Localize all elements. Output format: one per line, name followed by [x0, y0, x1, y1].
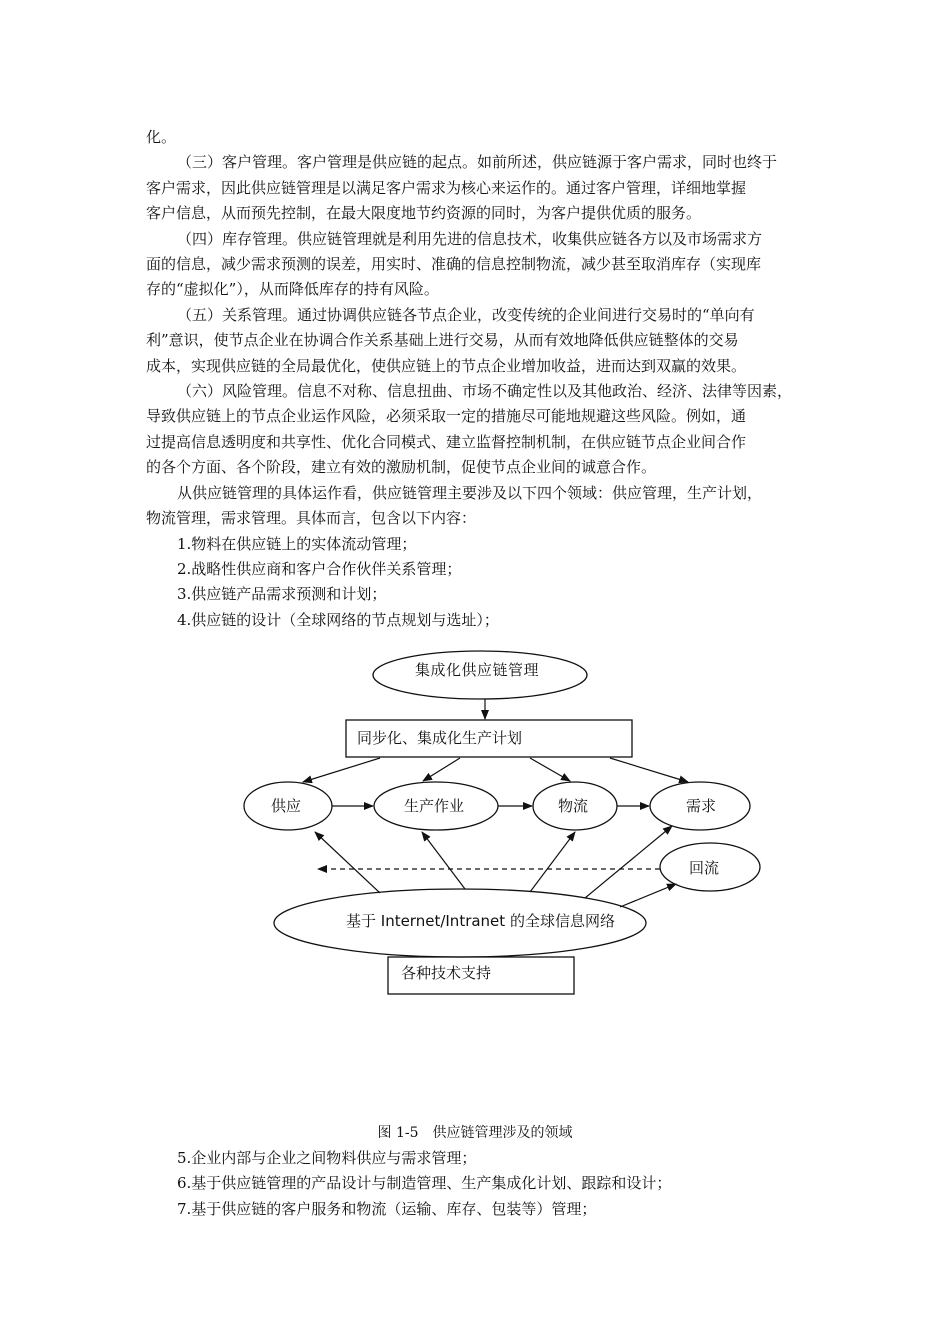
- support-label: 各种技术支持: [401, 964, 492, 982]
- body-text-top: [146, 125, 810, 633]
- paragraph-continuation: [146, 125, 810, 150]
- text-line: 导致供应链上的节点企业运作风险，必须采取一定的措施尽可能地规避这些风险。例如，通: [146, 407, 747, 426]
- paragraph-customer-management: [146, 150, 810, 226]
- arrow-network-to-demand: [585, 826, 672, 898]
- text-line: 过提高信息透明度和共享性、优化合同模式、建立监督控制机制，在供应链节点企业间合作: [146, 432, 747, 451]
- list-item: 7.基于供应链的客户服务和物流（运输、库存、包装等）管理；: [177, 1199, 597, 1218]
- list-item: 6.基于供应链管理的产品设计与制造管理、生产集成化计划、跟踪和设计；: [177, 1174, 672, 1193]
- text-line: 面的信息，减少需求预测的误差，用实时、准确的信息控制物流，减少甚至取消库存（实现库: [146, 255, 762, 274]
- arrow-network-to-logistics: [530, 832, 575, 892]
- list-item: 3.供应链产品需求预测和计划；: [177, 585, 387, 604]
- text-line: 客户信息，从而预先控制，在最大限度地节约资源的同时，为客户提供优质的服务。: [146, 204, 702, 223]
- paragraph-inventory-management: [146, 227, 810, 303]
- content-list-bottom: [146, 1146, 810, 1222]
- logistics-label: 物流: [558, 797, 589, 815]
- arrow-plan-to-production: [423, 758, 460, 781]
- supply-chain-diagram: [240, 648, 770, 1000]
- list-item: 5.企业内部与企业之间物料供应与需求管理；: [177, 1149, 477, 1167]
- text-line: 化。: [146, 128, 177, 146]
- supply-label: 供应: [271, 797, 302, 815]
- text-line: （五）关系管理。通过协调供应链各节点企业，改变传统的企业间进行交易时的“单向有: [177, 305, 755, 324]
- arrow-network-to-return: [620, 884, 676, 907]
- text-line: 利”意识，使节点企业在协调合作关系基础上进行交易，从而有效地降低供应链整体的交易: [146, 331, 739, 350]
- production-label: 生产作业: [404, 797, 465, 815]
- text-line: 成本，实现供应链的全局最优化，使供应链上的节点企业增加收益，进而达到双赢的效果。: [146, 356, 747, 375]
- figure-caption: 图 1-5 供应链管理涉及的领域: [377, 1125, 573, 1141]
- text-line: （三）客户管理。客户管理是供应链的起点。如前所述，供应链源于客户需求，同时也终于: [177, 153, 778, 172]
- paragraph-risk-management: [146, 379, 810, 481]
- list-item: 1.物料在供应链上的实体流动管理；: [177, 534, 417, 553]
- text-line: 客户需求，因此供应链管理是以满足客户需求为核心来运作的。通过客户管理，详细地掌握: [146, 178, 747, 197]
- arrow-network-to-supply: [315, 832, 380, 893]
- arrow-plan-to-demand: [610, 758, 688, 782]
- plan-label: 同步化、集成化生产计划: [357, 729, 523, 747]
- paragraph-relationship-management: [146, 303, 810, 379]
- content-list-top: [146, 532, 810, 634]
- paragraph-four-domains: [146, 481, 810, 532]
- list-item: 2.战略性供应商和客户合作伙伴关系管理；: [177, 559, 462, 578]
- text-line: 物流管理，需求管理。具体而言，包含以下内容：: [146, 509, 477, 528]
- network-label: 基于 Internet/Intranet 的全球信息网络: [346, 912, 615, 930]
- text-line: （四）库存管理。供应链管理就是利用先进的信息技术，收集供应链各方以及市场需求方: [177, 229, 763, 248]
- top-label: 集成化供应链管理: [415, 661, 540, 679]
- text-line: （六）风险管理。信息不对称、信息扭曲、市场不确定性以及其他政治、经济、法律等因素，: [177, 382, 793, 401]
- arrow-plan-to-logistics: [530, 758, 570, 781]
- arrow-plan-to-supply: [303, 758, 380, 782]
- diagram-shapes: [240, 648, 770, 1000]
- text-line: 的各个方面、各个阶段，建立有效的激励机制，促使节点企业间的诚意合作。: [146, 458, 657, 477]
- text-line: 存的“虚拟化”），从而降低库存的持有风险。: [146, 280, 439, 299]
- return-label: 回流: [689, 859, 720, 877]
- list-item: 4.供应链的设计（全球网络的节点规划与选址）；: [177, 610, 499, 629]
- text-line: 从供应链管理的具体运作看，供应链管理主要涉及以下四个领域：供应管理，生产计划，: [177, 483, 763, 502]
- arrow-network-to-production: [422, 832, 465, 889]
- demand-label: 需求: [686, 797, 717, 815]
